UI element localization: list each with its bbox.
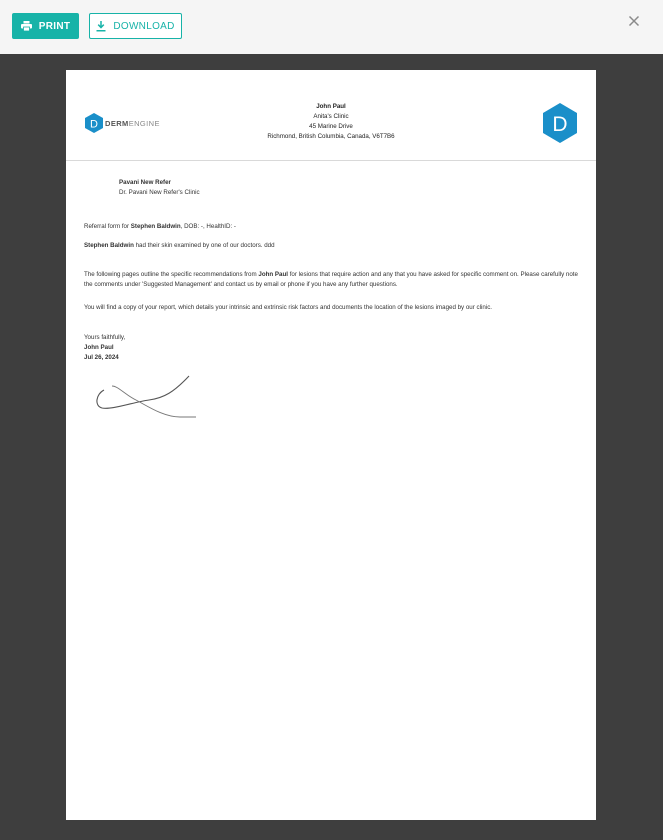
- header-divider: [66, 160, 596, 161]
- exam-line: Stephen Baldwin had their skin examined by one of our doctors. ddd: [84, 242, 275, 249]
- modal-toolbar: [0, 0, 663, 54]
- doctor-name: John Paul: [316, 103, 346, 110]
- print-button[interactable]: [12, 13, 79, 39]
- print-button-label: PRINT: [38, 20, 71, 32]
- printer-icon: [21, 21, 32, 31]
- clinic-logo: [542, 103, 578, 148]
- dermengine-hexagon-icon: [85, 113, 103, 133]
- closing-text: Yours faithfully,: [84, 334, 126, 341]
- letterhead-address: [216, 102, 446, 142]
- close-icon[interactable]: [626, 13, 642, 29]
- download-button-label: DOWNLOAD: [113, 20, 175, 32]
- svg-text:D: D: [90, 118, 98, 131]
- letter-date: Jul 26, 2024: [84, 354, 119, 361]
- svg-text:D: D: [552, 113, 568, 136]
- address-line-1: 45 Marine Drive: [309, 123, 353, 130]
- report-paragraph: You will find a copy of your report, which details your intrinsic and extrinsic risk factors and documents the location of the lesions imaged by our clinic.: [84, 304, 493, 311]
- referral-line: Referral form for Stephen Baldwin, DOB: -, HealthID: -: [84, 223, 236, 230]
- recipient-clinic: Dr. Pavani New Refer's Clinic: [119, 189, 200, 196]
- patient-name: Stephen Baldwin: [130, 223, 181, 230]
- signer-name: John Paul: [84, 344, 114, 351]
- closing-block: [84, 333, 579, 363]
- download-icon: [96, 21, 106, 32]
- download-button[interactable]: [89, 13, 182, 39]
- address-line-2: Richmond, British Columbia, Canada, V6T7B6: [267, 133, 395, 140]
- signature-image: [94, 372, 199, 427]
- logo-wordmark: DERMENGINE: [105, 118, 160, 128]
- recommendations-paragraph: The following pages outline the specific recommendations from John Paul for lesions that require action and any that you have asked for specific comment on. Please carefully note the comments under 'Suggested Management' and contact us by email or phone if you have any further questions.: [84, 271, 578, 288]
- recipient-name: Pavani New Refer: [119, 179, 171, 186]
- document-page: [66, 70, 596, 820]
- dermengine-logo: [85, 113, 160, 133]
- clinic-name: Anita's Clinic: [313, 113, 349, 120]
- recipient-block: [119, 178, 200, 198]
